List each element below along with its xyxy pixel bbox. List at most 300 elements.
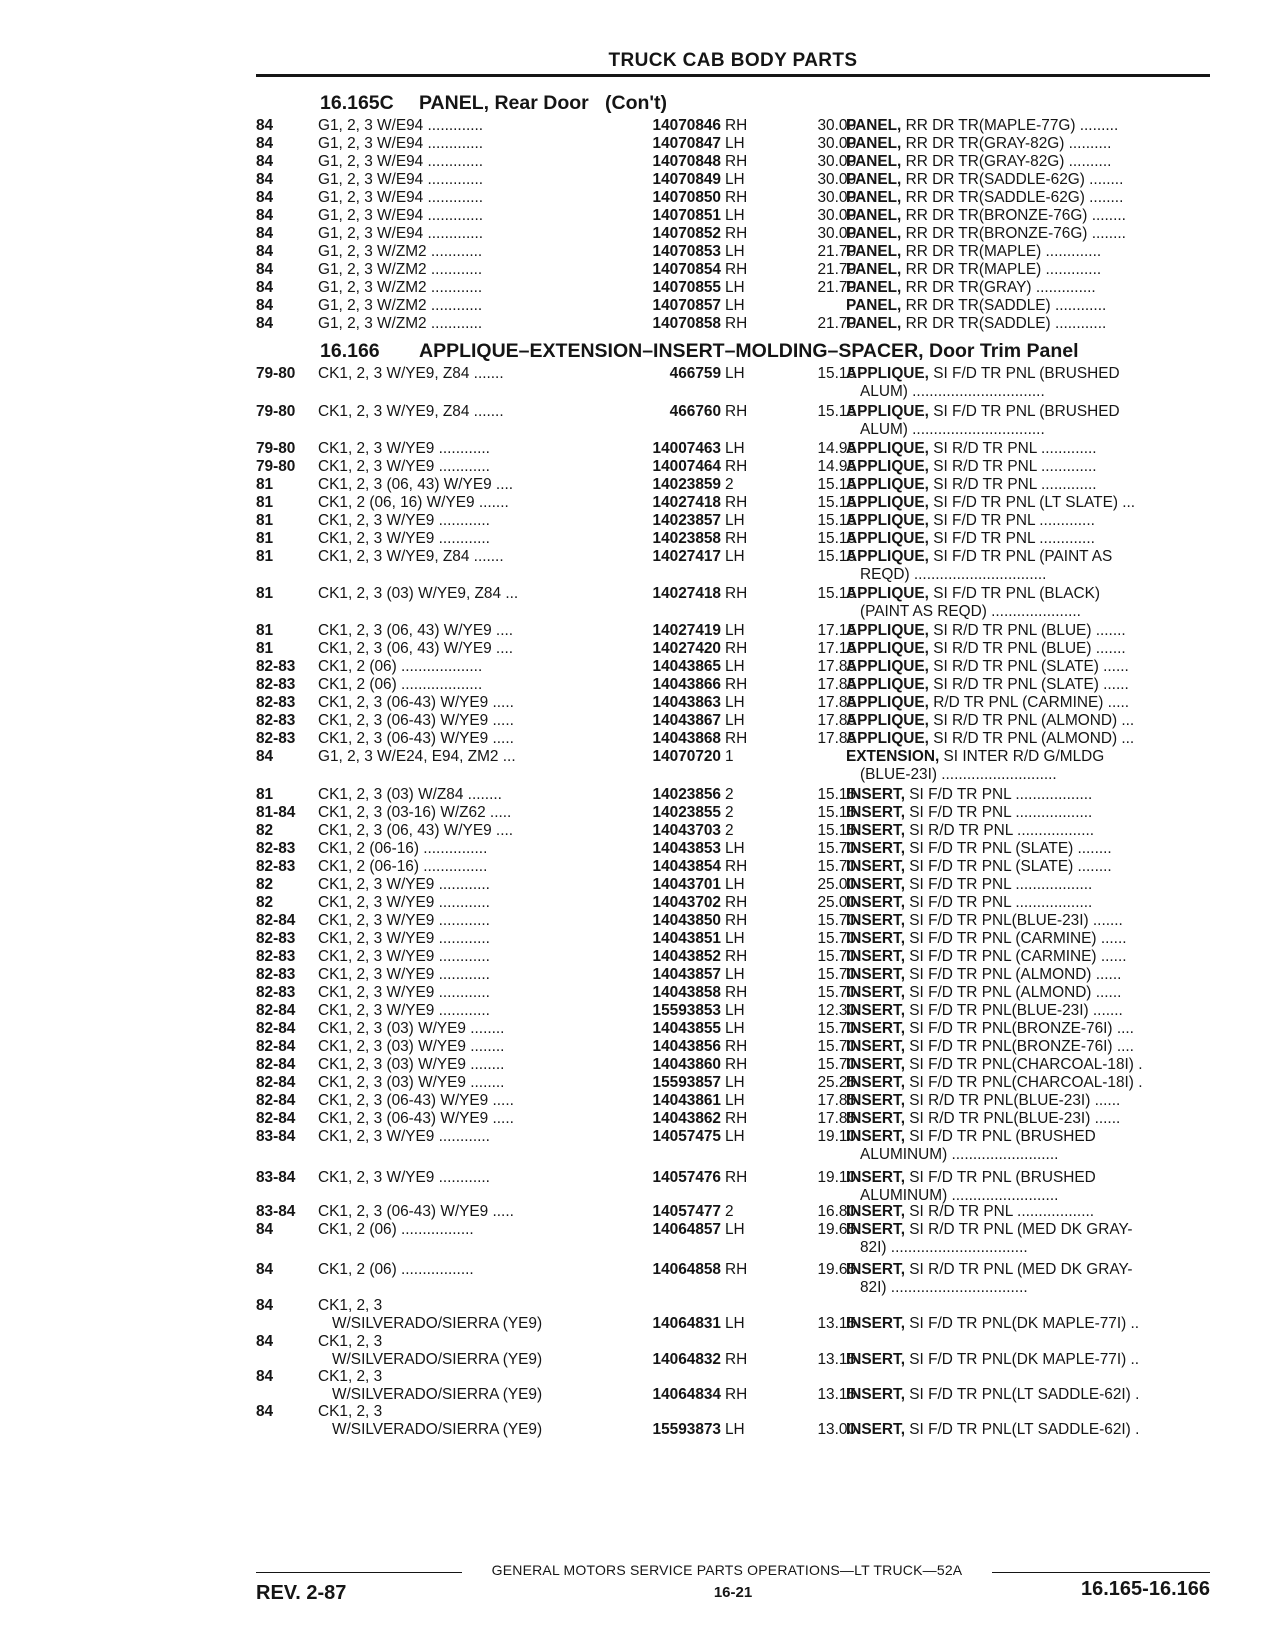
part-number: 14027418: [652, 585, 721, 602]
model-year: 81: [256, 622, 274, 639]
description: [846, 730, 1208, 748]
description: [846, 930, 1208, 948]
price: 17.85: [817, 730, 856, 747]
model-year: 84: [256, 1333, 274, 1350]
model-year: 84: [256, 225, 274, 242]
model-year: 79-80: [256, 365, 296, 382]
model-year: 84: [256, 1261, 274, 1278]
description: [846, 1421, 1208, 1439]
description-text: SI F/D TR PNL .............: [933, 512, 1095, 529]
price: 17.15: [817, 640, 856, 657]
quantity-side: RH: [725, 1038, 748, 1055]
description: [846, 1002, 1208, 1020]
model-application-line2: W/SILVERADO/SIERRA (YE9): [332, 1386, 543, 1403]
price: 21.70: [817, 315, 856, 332]
part-number: 14027418: [652, 494, 721, 511]
description-continued: 82I) ................................: [860, 1239, 1028, 1256]
section-number: 16.165C: [320, 92, 394, 114]
part-number: 14043861: [652, 1092, 721, 1109]
description: [846, 948, 1208, 966]
quantity-side: LH: [725, 1315, 745, 1332]
description-text: SI R/D TR PNL (ALMOND) ...: [933, 730, 1135, 747]
description-noun: PANEL,: [846, 225, 902, 242]
description: [846, 876, 1208, 894]
price: 17.85: [817, 1092, 856, 1109]
quantity-side: RH: [725, 458, 748, 475]
price: 15.15: [817, 494, 856, 511]
description-noun: INSERT,: [846, 1386, 906, 1403]
model-application: CK1, 2, 3: [318, 1333, 383, 1350]
description-noun: APPLIQUE,: [846, 712, 929, 729]
part-number: 466759: [669, 365, 721, 382]
price: 15.15: [817, 530, 856, 547]
description: [846, 117, 1208, 135]
description-noun: APPLIQUE,: [846, 548, 929, 565]
description-text: RR DR TR(BRONZE-76G) ........: [905, 207, 1126, 224]
model-application: CK1, 2, 3 W/YE9 ............: [318, 966, 490, 983]
description-noun: APPLIQUE,: [846, 585, 929, 602]
description: [846, 512, 1208, 530]
section-number: 16.166: [320, 340, 380, 362]
quantity-side: RH: [725, 225, 748, 242]
description-text: SI F/D TR PNL(BRONZE-76I) ....: [909, 1020, 1134, 1037]
model-year: 79-80: [256, 440, 296, 457]
description-noun: INSERT,: [846, 840, 906, 857]
quantity-side: 2: [725, 804, 734, 821]
model-year: 81: [256, 530, 274, 547]
description-text: SI F/D TR PNL(CHARCOAL-18I) .: [909, 1074, 1143, 1091]
model-year: 82-83: [256, 840, 296, 857]
description-noun: INSERT,: [846, 966, 906, 983]
description-text: SI F/D TR PNL (BRUSHED: [933, 403, 1120, 420]
quantity-side: RH: [725, 1351, 748, 1368]
description: [846, 494, 1208, 512]
price: 14.95: [817, 440, 856, 457]
description-text: SI R/D TR PNL (ALMOND) ...: [933, 712, 1135, 729]
quantity-side: LH: [725, 876, 745, 893]
quantity-side: RH: [725, 1169, 748, 1186]
description-text: SI F/D TR PNL (ALMOND) ......: [909, 984, 1122, 1001]
model-application: CK1, 2, 3 (06-43) W/YE9 .....: [318, 712, 514, 729]
description-noun: INSERT,: [846, 1038, 906, 1055]
quantity-side: LH: [725, 135, 745, 152]
model-year: 83-84: [256, 1128, 296, 1145]
part-number: 14070853: [652, 243, 721, 260]
description: [846, 225, 1208, 243]
part-number: 14070858: [652, 315, 721, 332]
model-year: 81: [256, 640, 274, 657]
price: 15.70: [817, 840, 856, 857]
description-noun: INSERT,: [846, 894, 906, 911]
description: [846, 458, 1208, 476]
model-application: CK1, 2, 3 W/YE9 ............: [318, 894, 490, 911]
model-year: 84: [256, 243, 274, 260]
description: [846, 1056, 1208, 1074]
model-year: 81: [256, 786, 274, 803]
description-noun: PANEL,: [846, 297, 902, 314]
description-noun: INSERT,: [846, 1074, 906, 1091]
price: 25.00: [817, 876, 856, 893]
description-text: SI F/D TR PNL (LT SLATE) ...: [933, 494, 1136, 511]
part-number: 14007463: [652, 440, 721, 457]
description-noun: INSERT,: [846, 1056, 906, 1073]
price: 15.15: [817, 512, 856, 529]
price: 19.65: [817, 1261, 856, 1278]
description-noun: INSERT,: [846, 1351, 906, 1368]
model-application: CK1, 2, 3 W/YE9, Z84 .......: [318, 365, 504, 382]
description-continued: ALUMINUM) .........................: [860, 1146, 1059, 1163]
model-application: CK1, 2, 3 (06-43) W/YE9 .....: [318, 1110, 514, 1127]
description: [846, 365, 1208, 383]
model-application: CK1, 2, 3 W/YE9, Z84 .......: [318, 548, 504, 565]
description-noun: APPLIQUE,: [846, 694, 929, 711]
part-number: 14070848: [652, 153, 721, 170]
description-text: SI R/D TR PNL ..................: [909, 822, 1095, 839]
description-text: SI R/D TR PNL (SLATE) ......: [933, 676, 1129, 693]
price: 30.00: [817, 153, 856, 170]
quantity-side: LH: [725, 712, 745, 729]
quantity-side: RH: [725, 315, 748, 332]
model-application: CK1, 2 (06) .................: [318, 1261, 474, 1278]
quantity-side: 2: [725, 786, 734, 803]
description: [846, 984, 1208, 1002]
description-noun: APPLIQUE,: [846, 730, 929, 747]
description: [846, 261, 1208, 279]
model-application: CK1, 2 (06, 16) W/YE9 .......: [318, 494, 509, 511]
quantity-side: LH: [725, 966, 745, 983]
model-year: 82-83: [256, 730, 296, 747]
model-application: CK1, 2, 3 (06, 43) W/YE9 ....: [318, 476, 514, 493]
part-number: 14070720: [652, 748, 721, 765]
description: [846, 171, 1208, 189]
quantity-side: LH: [725, 440, 745, 457]
quantity-side: LH: [725, 658, 745, 675]
description-text: SI F/D TR PNL(CHARCOAL-18I) .: [909, 1056, 1143, 1073]
quantity-side: RH: [725, 984, 748, 1001]
quantity-side: RH: [725, 858, 748, 875]
description-text: SI F/D TR PNL ..................: [909, 876, 1093, 893]
description-noun: APPLIQUE,: [846, 640, 929, 657]
part-number: 14023857: [652, 512, 721, 529]
model-application: CK1, 2, 3: [318, 1297, 383, 1314]
quantity-side: LH: [725, 297, 745, 314]
quantity-side: RH: [725, 1261, 748, 1278]
model-application: CK1, 2, 3 W/YE9, Z84 .......: [318, 403, 504, 420]
description-text: SI R/D TR PNL .............: [933, 476, 1097, 493]
model-year: 82: [256, 894, 274, 911]
part-number: 14043866: [652, 676, 721, 693]
description: [846, 748, 1208, 766]
model-application: CK1, 2, 3 W/YE9 ............: [318, 530, 490, 547]
quantity-side: LH: [725, 243, 745, 260]
part-number: 14043857: [652, 966, 721, 983]
description-noun: PANEL,: [846, 261, 902, 278]
price: 15.70: [817, 912, 856, 929]
description: [846, 1092, 1208, 1110]
model-year: 83-84: [256, 1203, 296, 1220]
part-number: 14043850: [652, 912, 721, 929]
quantity-side: LH: [725, 365, 745, 382]
quantity-side: 2: [725, 822, 734, 839]
model-year: 84: [256, 1368, 274, 1385]
part-number: 14070854: [652, 261, 721, 278]
part-number: 14027417: [652, 548, 721, 565]
description: [846, 315, 1208, 333]
description-text: SI R/D TR PNL .............: [933, 440, 1097, 457]
quantity-side: RH: [725, 494, 748, 511]
model-application: CK1, 2, 3 W/YE9 ............: [318, 440, 490, 457]
description-noun: PANEL,: [846, 189, 902, 206]
quantity-side: LH: [725, 1074, 745, 1091]
description-text: SI F/D TR PNL(LT SADDLE-62I) .: [909, 1421, 1140, 1438]
model-application: CK1, 2, 3 (06, 43) W/YE9 ....: [318, 622, 514, 639]
model-application: CK1, 2, 3 W/YE9 ............: [318, 1169, 490, 1186]
part-number: 14043867: [652, 712, 721, 729]
description: [846, 894, 1208, 912]
model-application: G1, 2, 3 W/E94 .............: [318, 171, 484, 188]
part-number: 14043868: [652, 730, 721, 747]
section-range: 16.165-16.166: [1080, 1578, 1210, 1600]
description-noun: APPLIQUE,: [846, 458, 929, 475]
price: 30.00: [817, 135, 856, 152]
model-year: 81: [256, 512, 274, 529]
quantity-side: 2: [725, 476, 734, 493]
description-noun: APPLIQUE,: [846, 440, 929, 457]
price: 15.15: [817, 822, 856, 839]
model-application: G1, 2, 3 W/E24, E94, ZM2 ...: [318, 748, 516, 765]
quantity-side: RH: [725, 189, 748, 206]
quantity-side: LH: [725, 1421, 745, 1438]
description-text: SI R/D TR PNL (MED DK GRAY-: [909, 1221, 1133, 1238]
model-application: CK1, 2, 3 W/YE9 ............: [318, 930, 490, 947]
description-text: SI F/D TR PNL (ALMOND) ......: [909, 966, 1122, 983]
model-year: 82-84: [256, 1110, 296, 1127]
description-continued: (PAINT AS REQD) .....................: [860, 603, 1081, 620]
quantity-side: LH: [725, 694, 745, 711]
model-year: 82-83: [256, 984, 296, 1001]
description-noun: INSERT,: [846, 804, 906, 821]
footer-publisher: GENERAL MOTORS SERVICE PARTS OPERATIONS—LT TRUCK—52A: [491, 1562, 963, 1578]
description: [846, 676, 1208, 694]
part-number: 14023858: [652, 530, 721, 547]
description-text: RR DR TR(BRONZE-76G) ........: [905, 225, 1126, 242]
price: 15.15: [817, 548, 856, 565]
description-continued: ALUM) ...............................: [860, 383, 1045, 400]
description-text: RR DR TR(MAPLE) .............: [905, 243, 1102, 260]
description-text: SI F/D TR PNL (CARMINE) ......: [909, 930, 1127, 947]
model-application: CK1, 2 (06) .................: [318, 1221, 474, 1238]
price: 21.70: [817, 243, 856, 260]
model-application: G1, 2, 3 W/E94 .............: [318, 117, 484, 134]
quantity-side: LH: [725, 1002, 745, 1019]
description-text: RR DR TR(MAPLE) .............: [905, 261, 1102, 278]
part-number: 14027420: [652, 640, 721, 657]
model-year: 84: [256, 135, 274, 152]
description-text: SI R/D TR PNL(BLUE-23I) ......: [909, 1092, 1121, 1109]
part-number: 14043862: [652, 1110, 721, 1127]
part-number: 14007464: [652, 458, 721, 475]
model-application: CK1, 2, 3 (03) W/YE9 ........: [318, 1038, 505, 1055]
description-noun: INSERT,: [846, 786, 906, 803]
part-number: 14023856: [652, 786, 721, 803]
model-year: 84: [256, 297, 274, 314]
quantity-side: RH: [725, 640, 748, 657]
description: [846, 1221, 1208, 1239]
description: [846, 1020, 1208, 1038]
model-year: 84: [256, 153, 274, 170]
quantity-side: LH: [725, 930, 745, 947]
description-text: SI R/D TR PNL .............: [933, 458, 1097, 475]
description: [846, 786, 1208, 804]
model-year: 82-83: [256, 676, 296, 693]
model-year: 82-83: [256, 694, 296, 711]
quantity-side: RH: [725, 948, 748, 965]
model-application: CK1, 2, 3 W/YE9 ............: [318, 1128, 490, 1145]
description: [846, 1038, 1208, 1056]
description-noun: PANEL,: [846, 153, 902, 170]
part-number: 14043852: [652, 948, 721, 965]
model-year: 84: [256, 315, 274, 332]
description-continued: ALUMINUM) .........................: [860, 1187, 1059, 1204]
description-noun: PANEL,: [846, 135, 902, 152]
price: 15.15: [817, 585, 856, 602]
footer-rule-right: [992, 1572, 1210, 1573]
description-text: SI F/D TR PNL(DK MAPLE-77I) ..: [909, 1351, 1140, 1368]
revision-label: REV. 2-87: [256, 1582, 347, 1604]
price: 15.15: [817, 403, 856, 420]
model-year: 82-84: [256, 1038, 296, 1055]
model-application: CK1, 2, 3 (03) W/YE9 ........: [318, 1056, 505, 1073]
quantity-side: LH: [725, 512, 745, 529]
price: 15.15: [817, 476, 856, 493]
description: [846, 1110, 1208, 1128]
model-application: CK1, 2 (06-16) ...............: [318, 840, 488, 857]
part-number: 14043865: [652, 658, 721, 675]
quantity-side: RH: [725, 730, 748, 747]
quantity-side: LH: [725, 622, 745, 639]
part-number: 14070849: [652, 171, 721, 188]
part-number: 14070851: [652, 207, 721, 224]
model-application: CK1, 2, 3 (06-43) W/YE9 .....: [318, 730, 514, 747]
price: 17.85: [817, 676, 856, 693]
model-year: 82-84: [256, 912, 296, 929]
model-application: CK1, 2, 3: [318, 1368, 383, 1385]
description-text: SI F/D TR PNL(DK MAPLE-77I) ..: [909, 1315, 1140, 1332]
price: 16.80: [817, 1203, 856, 1220]
price: 21.70: [817, 279, 856, 296]
price: 15.70: [817, 948, 856, 965]
description: [846, 548, 1208, 566]
part-number: 14070855: [652, 279, 721, 296]
part-number: 14043703: [652, 822, 721, 839]
quantity-side: LH: [725, 840, 745, 857]
description-text: SI R/D TR PNL (BLUE) .......: [933, 622, 1126, 639]
description: [846, 1386, 1208, 1404]
price: 19.65: [817, 1221, 856, 1238]
description-noun: INSERT,: [846, 930, 906, 947]
model-application: CK1, 2 (06) ...................: [318, 676, 483, 693]
part-number: 14043863: [652, 694, 721, 711]
part-number: 14027419: [652, 622, 721, 639]
description-text: RR DR TR(SADDLE-62G) ........: [905, 189, 1124, 206]
price: 30.00: [817, 117, 856, 134]
description-text: SI F/D TR PNL (BLACK): [933, 585, 1100, 602]
description: [846, 1128, 1208, 1146]
model-year: 84: [256, 279, 274, 296]
model-application-line2: W/SILVERADO/SIERRA (YE9): [332, 1421, 543, 1438]
model-year: 81: [256, 548, 274, 565]
price: 17.85: [817, 1110, 856, 1127]
quantity-side: LH: [725, 1221, 745, 1238]
model-application: CK1, 2, 3 (06-43) W/YE9 .....: [318, 694, 514, 711]
model-application: CK1, 2, 3 (06, 43) W/YE9 ....: [318, 640, 514, 657]
price: 25.25: [817, 1074, 856, 1091]
price: 15.70: [817, 1056, 856, 1073]
price: 15.15: [817, 365, 856, 382]
quantity-side: LH: [725, 207, 745, 224]
description: [846, 207, 1208, 225]
model-application: G1, 2, 3 W/E94 .............: [318, 153, 484, 170]
model-year: 82-84: [256, 1074, 296, 1091]
description: [846, 966, 1208, 984]
page-number: 16-21: [713, 1584, 753, 1601]
description-noun: INSERT,: [846, 1092, 906, 1109]
part-number: 14064857: [652, 1221, 721, 1238]
part-number: 14057476: [652, 1169, 721, 1186]
description-noun: INSERT,: [846, 822, 906, 839]
part-number: 14070857: [652, 297, 721, 314]
model-year: 82-83: [256, 930, 296, 947]
quantity-side: RH: [725, 1056, 748, 1073]
price: 13.00: [817, 1421, 856, 1438]
description: [846, 1261, 1208, 1279]
description: [846, 530, 1208, 548]
description-noun: INSERT,: [846, 1110, 906, 1127]
quantity-side: LH: [725, 1020, 745, 1037]
description-noun: PANEL,: [846, 117, 902, 134]
price: 30.00: [817, 225, 856, 242]
model-year: 81: [256, 476, 274, 493]
model-year: 84: [256, 261, 274, 278]
description: [846, 858, 1208, 876]
price: 19.10: [817, 1169, 856, 1186]
description: [846, 822, 1208, 840]
model-year: 82-84: [256, 1002, 296, 1019]
model-application: CK1, 2, 3: [318, 1403, 383, 1420]
model-application: CK1, 2, 3 (06-43) W/YE9 .....: [318, 1092, 514, 1109]
price: 15.70: [817, 966, 856, 983]
description-continued: 82I) ................................: [860, 1279, 1028, 1296]
model-year: 82: [256, 822, 274, 839]
description-noun: INSERT,: [846, 1128, 906, 1145]
price: 15.70: [817, 984, 856, 1001]
description-noun: INSERT,: [846, 876, 906, 893]
part-number: 14070852: [652, 225, 721, 242]
price: 30.00: [817, 207, 856, 224]
model-application-line2: W/SILVERADO/SIERRA (YE9): [332, 1315, 543, 1332]
part-number: 14070846: [652, 117, 721, 134]
description-noun: EXTENSION,: [846, 748, 940, 765]
description: [846, 440, 1208, 458]
price: 17.15: [817, 622, 856, 639]
part-number: 14043851: [652, 930, 721, 947]
model-application: CK1, 2 (06) ...................: [318, 658, 483, 675]
description-text: SI F/D TR PNL (PAINT AS: [933, 548, 1113, 565]
model-year: 84: [256, 207, 274, 224]
description-noun: INSERT,: [846, 1421, 906, 1438]
quantity-side: RH: [725, 585, 748, 602]
page-footer: [256, 1552, 1210, 1632]
